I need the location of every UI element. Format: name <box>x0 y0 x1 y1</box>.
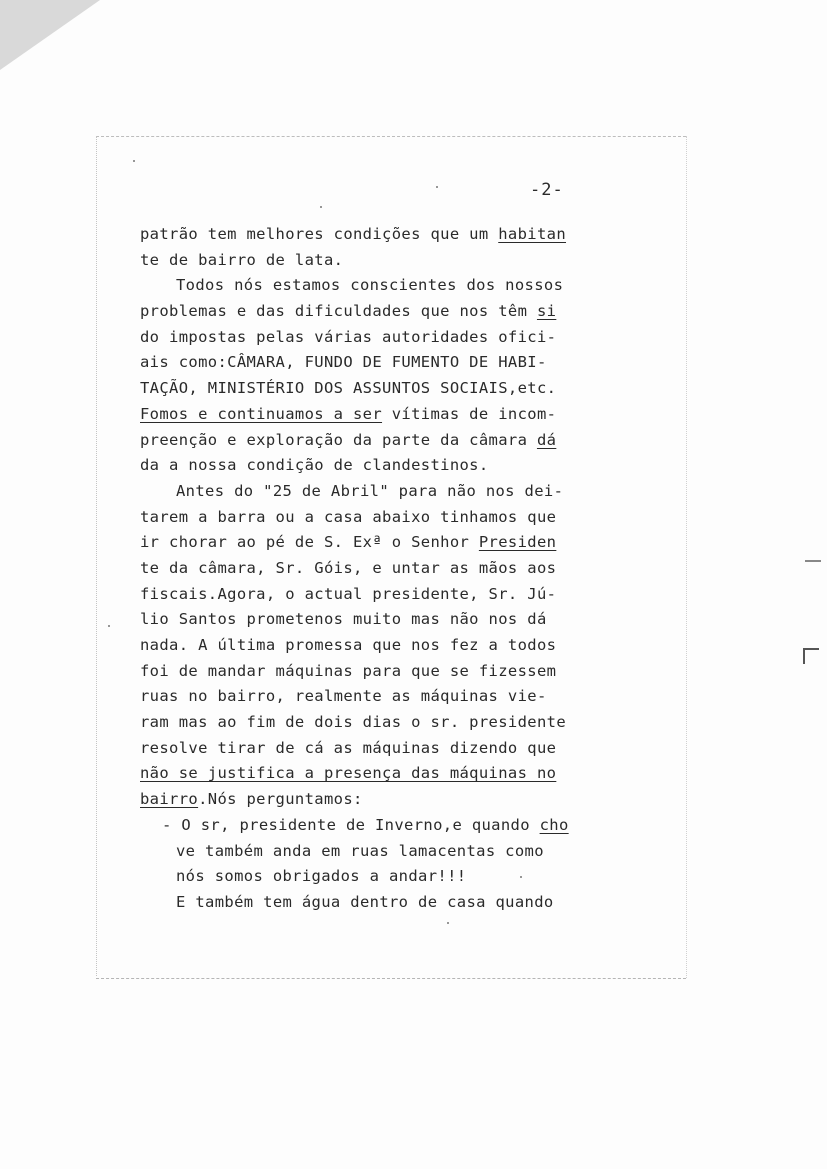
scan-speck <box>108 625 110 627</box>
text-line <box>140 556 610 582</box>
scan-speck <box>133 160 135 162</box>
scan-speck <box>520 876 522 878</box>
text-line <box>140 582 610 608</box>
text-segment: te de bairro de lata. <box>140 250 344 269</box>
text-line <box>140 350 610 376</box>
underlined-segment: Fomos e continuamos a ser <box>140 404 383 423</box>
underlined-segment: não se justifica a presença das máquinas no <box>140 764 557 783</box>
scan-speck <box>320 206 322 208</box>
text-line <box>140 659 610 685</box>
text-segment: patrão tem melhores condições que um <box>140 225 499 243</box>
text-line <box>140 376 610 402</box>
text-segment: resolve tirar de cá as máquinas dizendo que <box>140 738 557 757</box>
text-line <box>140 325 610 351</box>
text-segment: .Nós perguntamos: <box>198 790 363 809</box>
scan-mark <box>805 560 821 562</box>
text-line <box>140 222 610 248</box>
text-segment: ruas no bairro, realmente as máquinas vie- <box>140 687 547 706</box>
underlined-segment: si <box>536 302 557 321</box>
text-line <box>140 299 610 325</box>
text-segment: fiscais.Agora, o actual presidente, Sr. Jú- <box>140 584 557 603</box>
underlined-segment: bairro <box>140 790 199 809</box>
underlined-segment: dá <box>536 430 557 449</box>
text-line <box>140 530 610 556</box>
text-line <box>140 684 610 710</box>
sheet-edge-left <box>96 136 98 976</box>
typed-text-body <box>140 222 610 916</box>
underlined-segment: habitan <box>498 225 567 243</box>
sheet-edge-right <box>686 136 688 978</box>
text-line <box>140 736 610 762</box>
text-segment: nós somos obrigados a andar!!! <box>176 867 467 886</box>
text-segment: E também tem água dentro de casa quando <box>176 892 554 911</box>
text-segment: Antes do "25 de Abril" para não nos dei- <box>176 481 564 500</box>
text-segment: nada. A última promessa que nos fez a todos <box>140 636 557 654</box>
text-line <box>140 839 610 865</box>
text-segment: ir chorar ao pé de S. Exª o Senhor <box>140 533 479 552</box>
text-segment: ais como:CÂMARA, FUNDO DE FUMENTO DE HABI- <box>140 353 547 372</box>
text-segment: tarem a barra ou a casa abaixo tinhamos que <box>140 507 557 526</box>
text-segment: preenção e exploração da parte da câmara <box>140 430 537 449</box>
text-segment: do impostas pelas várias autoridades ofici- <box>140 327 557 346</box>
text-line <box>140 453 610 479</box>
text-line <box>140 402 610 428</box>
text-line <box>140 633 610 659</box>
text-line <box>140 710 610 736</box>
text-line <box>140 273 610 299</box>
text-line <box>140 428 610 454</box>
scan-speck <box>436 186 438 188</box>
text-line <box>140 787 610 813</box>
text-line <box>140 890 610 916</box>
text-line <box>140 479 610 505</box>
text-line <box>140 607 610 633</box>
text-segment: foi de mandar máquinas para que se fizessem <box>140 661 557 680</box>
page-corner-fold <box>0 0 100 70</box>
sheet-edge-bottom <box>96 978 686 980</box>
text-segment: - O sr, presidente de Inverno,e quando <box>162 815 540 834</box>
text-line <box>140 813 610 839</box>
text-line <box>140 248 610 274</box>
text-segment: TAÇÃO, MINISTÉRIO DOS ASSUNTOS SOCIAIS,etc. <box>140 379 557 398</box>
text-segment: problemas e das dificuldades que nos têm <box>140 302 537 321</box>
text-segment: Todos nós estamos conscientes dos nossos <box>176 276 564 295</box>
page-number: -2- <box>530 180 564 200</box>
text-segment: lio Santos prometenos muito mas não nos dá <box>140 610 547 629</box>
text-line <box>140 505 610 531</box>
text-segment: ram mas ao fim de dois dias o sr. presidente <box>140 713 566 732</box>
text-segment: te da câmara, Sr. Góis, e untar as mãos aos <box>140 558 557 577</box>
text-segment: vítimas de incom- <box>382 404 557 423</box>
text-segment: ve também anda em ruas lamacentas como <box>176 841 544 860</box>
scan-speck <box>447 922 449 924</box>
text-line <box>140 864 610 890</box>
scan-mark <box>803 648 819 664</box>
sheet-edge-top <box>96 136 686 138</box>
text-line <box>140 761 610 787</box>
underlined-segment: Presiden <box>478 533 557 552</box>
underlined-segment: cho <box>539 815 569 834</box>
text-segment: da a nossa condição de clandestinos. <box>140 456 489 475</box>
